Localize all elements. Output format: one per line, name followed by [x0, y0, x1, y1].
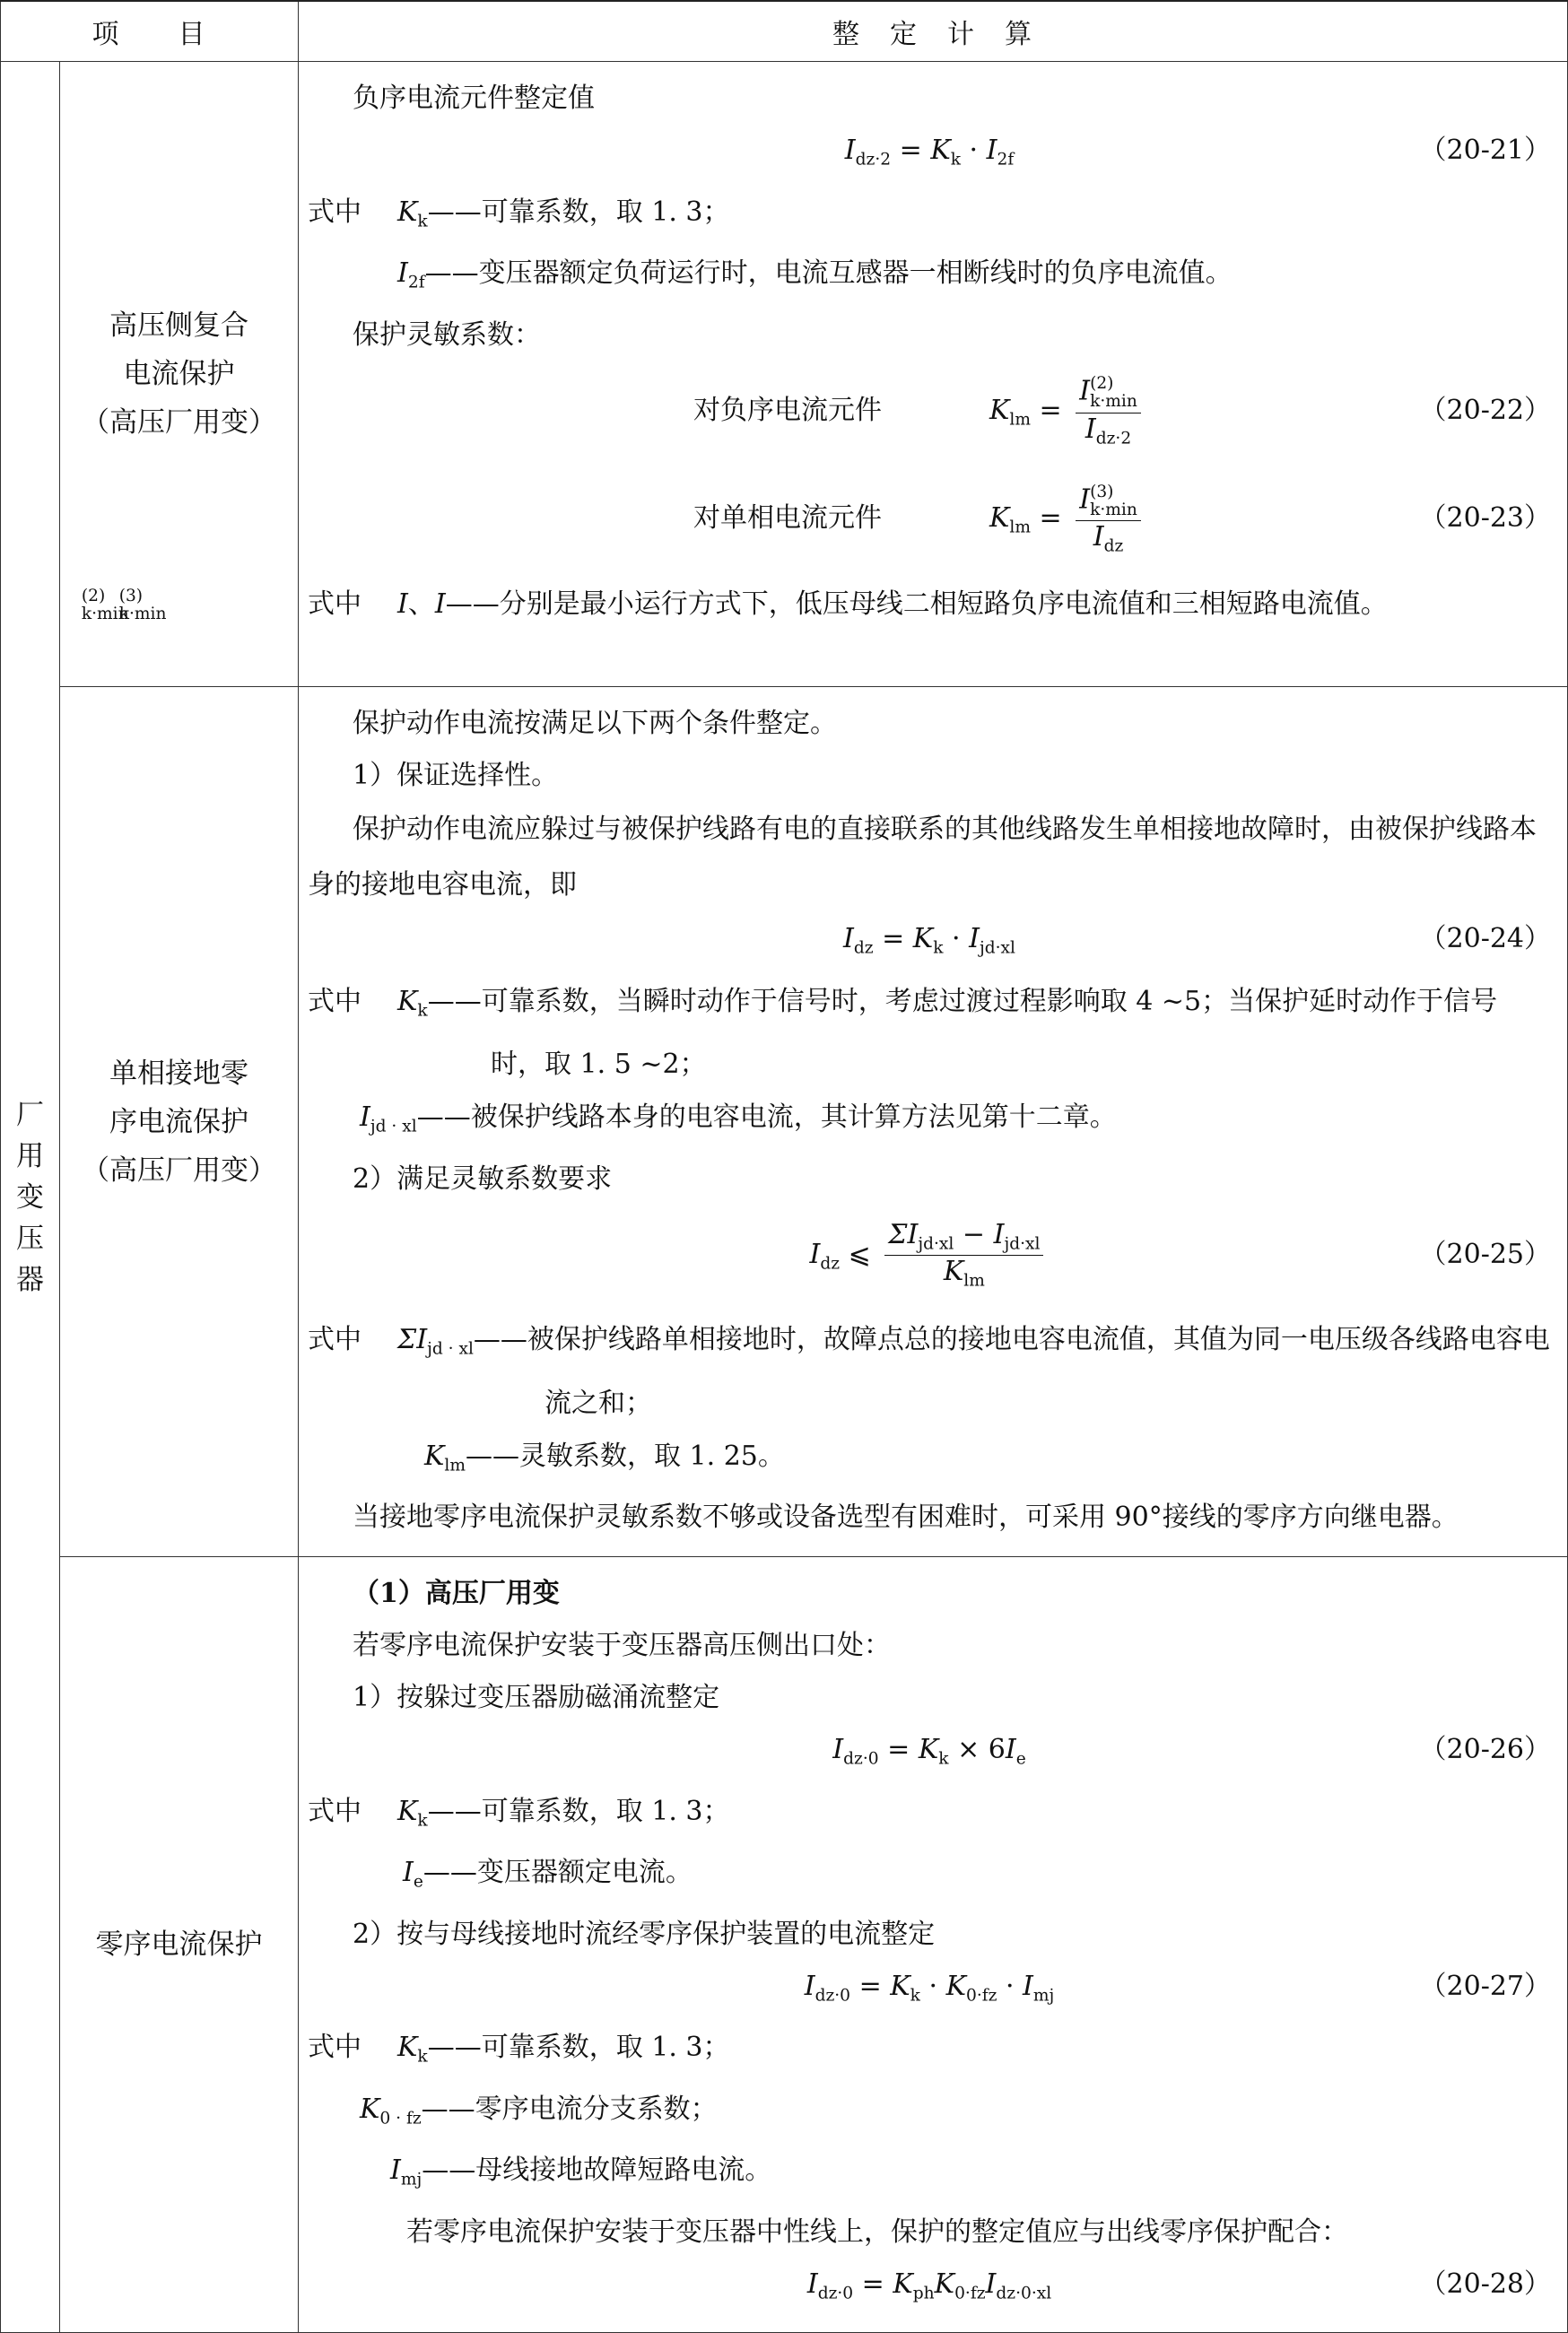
text: I [1079, 483, 1091, 516]
definition-lead: 式中 [308, 985, 362, 1017]
denominator [940, 1256, 989, 1290]
superscript: (3) [1090, 482, 1114, 501]
subscript: lm [444, 1456, 466, 1475]
definition [308, 1431, 1551, 1493]
equation [308, 1724, 1551, 1786]
equation-number: （20-25） [1419, 1238, 1551, 1270]
text: I [993, 1218, 1005, 1250]
text: ——分别是最小运行方式下，低压母线二相短路负序电流值和三相短路电流值。 [445, 588, 1388, 620]
text: 若零序电流保护安装于变压器高压侧出口处： [353, 1630, 891, 1661]
subscript: 2f [407, 273, 425, 292]
group-label-char: 用 [16, 1139, 44, 1172]
subscript: lm [963, 1271, 985, 1291]
item-label [60, 1557, 299, 2333]
subscript: k [417, 2047, 428, 2067]
equation-number: （20-23） [1419, 502, 1551, 534]
equation-number: （20-26） [1419, 1734, 1551, 1765]
text: · [961, 135, 987, 166]
text: ——被保护线路单相接地时，故障点总的接地电容电流值，其值为同一电压级各线路电容电流之和； [473, 1324, 1550, 1419]
item-label-line: 单相接地零 [109, 1057, 248, 1090]
header-calc: 整 定 计 算 [299, 1, 1568, 62]
fraction [884, 1218, 1043, 1291]
text: = [878, 1734, 919, 1765]
text: 1）保证选择性。 [353, 760, 559, 791]
subscript: k [910, 1986, 920, 2005]
text: I [806, 2268, 818, 2300]
text: I [809, 1238, 821, 1270]
group-label-char: 压 [16, 1222, 44, 1255]
subscript: e [413, 1872, 423, 1892]
text: ——可靠系数，取 1. 3； [427, 2032, 730, 2063]
text: K [918, 1734, 939, 1765]
text: K [912, 923, 934, 954]
text: 当接地零序电流保护灵敏系数不够或设备选型有困难时，可采用 90°接线的零序方向继电器。 [353, 1502, 1459, 1533]
equation-number: （20-24） [1419, 923, 1551, 954]
header-item: 项 目 [1, 1, 299, 62]
definition [308, 2145, 1551, 2207]
equation-number: （20-22） [1419, 394, 1551, 426]
subscript: lm [1009, 410, 1031, 429]
paragraph [308, 1568, 1551, 1620]
text: = [891, 135, 931, 166]
text: K [943, 1256, 964, 1287]
text: 若零序电流保护安装于变压器中性线上，保护的整定值应与出线零序保护配合： [406, 2215, 1348, 2248]
item-label-line: 高压侧复合 [109, 309, 248, 342]
text: · [919, 1970, 946, 2002]
subscript: k [417, 212, 428, 231]
text: 2）满足灵敏系数要求 [353, 1162, 613, 1195]
subscript: 0 · fz [379, 2109, 422, 2128]
text: = [1031, 502, 1071, 534]
text: K [397, 2032, 418, 2063]
subscript: ph [912, 2284, 935, 2303]
subscript: dz [1103, 536, 1124, 556]
text: ——母线接地故障短路电流。 [422, 2155, 772, 2186]
paragraph [308, 309, 1551, 361]
text: ΣI [397, 1324, 428, 1355]
paragraph [308, 1153, 1551, 1206]
subscript: 0·fz [954, 2284, 986, 2303]
text: K [893, 2268, 913, 2300]
paragraph [308, 1672, 1551, 1724]
definition-lead: 式中 [308, 2032, 362, 2063]
item-label-line: 电流保护 [123, 358, 235, 390]
table-row [1, 687, 1568, 1557]
text: I [843, 923, 854, 954]
text: ——零序电流分支系数； [421, 2093, 718, 2125]
subscript: k·min [1090, 500, 1137, 519]
subscript: jd·xl [979, 938, 1015, 958]
numerator [1076, 375, 1141, 413]
paragraph [308, 1909, 1551, 1961]
subscript: 0·fz [965, 1986, 997, 2005]
table-header-row [1, 1, 1568, 62]
subscript: 2f [997, 150, 1015, 170]
text: ——被保护线路本身的电容电流，其计算方法见第十二章。 [416, 1101, 1117, 1133]
text: I [403, 1857, 414, 1888]
paragraph [308, 2207, 1551, 2259]
definition [308, 1092, 1551, 1153]
text: 保护动作电流应躲过与被保护线路有电的直接联系的其他线路发生单相接地故障时，由被保护线路本身的接地电容电流，即 [308, 814, 1537, 901]
subscript: k [950, 150, 962, 170]
group-label-char: 厂 [16, 1098, 44, 1131]
subscript: dz·0·xl [996, 2284, 1052, 2303]
subscript: lm [1009, 518, 1031, 537]
definition [308, 2022, 1551, 2084]
text: ——可靠系数，取 1. 3； [427, 196, 730, 228]
item-label-line: 零序电流保护 [95, 1928, 263, 1961]
equation [308, 2259, 1551, 2320]
text: = [853, 2268, 893, 2300]
text: 负序电流元件整定值 [353, 83, 595, 114]
paragraph [308, 802, 1551, 913]
definition [308, 1786, 1551, 1848]
equation [308, 469, 1551, 578]
equation-label: 对负序电流元件 [693, 394, 882, 426]
paragraph [308, 1620, 1551, 1672]
text: ΣI [888, 1218, 919, 1250]
superscript: (2) [1090, 374, 1114, 394]
text: ——变压器额定负荷运行时，电流互感器一相断线时的负序电流值。 [424, 257, 1233, 289]
text: ——可靠系数，当瞬时动作于信号时，考虑过渡过程影响取 4 ~5；当保护延时动作于信号时，取 1. 5 ~2； [427, 985, 1498, 1080]
text: I [397, 588, 408, 620]
subscript: k·min [1090, 392, 1137, 411]
item-label-line: （高压厂用变） [82, 1153, 276, 1187]
definition [308, 1313, 1551, 1431]
calc-content [299, 1557, 1568, 2333]
denominator [1082, 413, 1135, 448]
text: ⩽ [840, 1238, 880, 1270]
equation [308, 913, 1551, 975]
text: I [985, 2268, 997, 2300]
text: 保护灵敏系数： [353, 318, 541, 351]
text: · [943, 923, 970, 954]
subscript: jd · xl [427, 1339, 474, 1359]
text: ——变压器额定电流。 [422, 1857, 693, 1888]
text: ——可靠系数，取 1. 3； [427, 1795, 730, 1827]
subscript: mj [1032, 1986, 1055, 2005]
equation-number: （20-28） [1419, 2268, 1551, 2300]
text: I [1023, 1970, 1033, 2002]
item-label [60, 687, 299, 1557]
text: 2）按与母线接地时流经零序保护装置的电流整定 [353, 1918, 936, 1950]
subscript: dz·2 [1095, 429, 1132, 448]
text: = [850, 1970, 891, 2002]
subscript: k [417, 1811, 428, 1830]
paragraph [308, 1492, 1551, 1544]
definition [308, 187, 1551, 248]
text: 保护动作电流按满足以下两个条件整定。 [353, 708, 837, 739]
supsub [1090, 375, 1137, 410]
text: K [989, 502, 1010, 534]
paragraph [308, 698, 1551, 750]
text: I [360, 1101, 370, 1133]
text: = [1031, 394, 1071, 426]
equation [308, 1961, 1551, 2023]
paragraph [308, 73, 1551, 125]
text: I [969, 923, 980, 954]
subscript: jd · xl [370, 1117, 417, 1136]
definition [308, 1847, 1551, 1909]
numerator [884, 1218, 1043, 1256]
table-row [1, 62, 1568, 687]
text: I [397, 257, 408, 289]
fraction [1076, 483, 1141, 555]
definition-lead: 式中 [308, 1795, 362, 1827]
definition [308, 2084, 1551, 2146]
text: K [890, 1970, 910, 2002]
subscript: dz·0 [814, 1986, 851, 2005]
supsub [1090, 483, 1137, 518]
equation-number: （20-27） [1419, 1970, 1551, 2002]
definition-lead: 式中 [308, 196, 362, 228]
group-label [1, 62, 60, 2333]
text: 1）按躲过变压器励磁涌流整定 [353, 1682, 720, 1713]
denominator [1090, 521, 1128, 555]
text: K [934, 2268, 955, 2300]
text: I [832, 1734, 844, 1765]
text: K [945, 1970, 966, 2002]
numerator [1076, 483, 1141, 521]
subscript: k [417, 1001, 428, 1020]
text: · [997, 1970, 1024, 2002]
paragraph [308, 750, 1551, 802]
text: K [989, 394, 1010, 426]
text: − [954, 1218, 994, 1250]
subscript: jd·xl [1004, 1234, 1041, 1254]
group-label-char: 器 [16, 1263, 44, 1296]
text: I [844, 135, 856, 166]
text: I [1005, 1734, 1016, 1765]
subscript: e [1015, 1749, 1026, 1769]
text: K [360, 2093, 380, 2125]
calc-content [299, 687, 1568, 1557]
equation [308, 1206, 1551, 1314]
item-label-line: （高压厂用变） [82, 406, 276, 439]
text: I [1093, 521, 1104, 553]
equation [308, 361, 1551, 470]
subscript: dz·2 [855, 150, 892, 170]
item-label-line: 序电流保护 [109, 1105, 248, 1138]
fraction [1076, 375, 1141, 447]
subscript: dz [820, 1254, 841, 1273]
definition: 式中 I (2) k·min 、I (3) k·min ——分别是最小运行方式下，低压母线二相短路负序电流值和三相短路电流值。 [308, 578, 1551, 631]
definition-lead: 式中 [308, 1324, 362, 1355]
text: I [1085, 413, 1096, 445]
definition [308, 975, 1551, 1093]
text: I [986, 135, 997, 166]
text: ——灵敏系数，取 1. 25。 [466, 1440, 785, 1472]
subscript: dz·0 [843, 1749, 879, 1769]
text: K [397, 196, 418, 228]
table-row [1, 1557, 1568, 2333]
subscript: mj [400, 2170, 422, 2189]
text: K [424, 1440, 445, 1472]
definition [308, 248, 1551, 309]
text: I [390, 2155, 401, 2186]
text: × 6 [948, 1734, 1006, 1765]
definition-lead: 式中 [308, 588, 362, 620]
equation-number: （20-21） [1419, 135, 1551, 166]
equation-label: 对单相电流元件 [693, 502, 882, 534]
subscript: k [933, 938, 944, 958]
text: I [804, 1970, 815, 2002]
subscript: k [938, 1749, 949, 1769]
subscript: dz [853, 938, 874, 958]
text: I [434, 588, 446, 620]
subscript: dz·0 [817, 2284, 854, 2303]
text: （1）高压厂用变 [353, 1578, 560, 1609]
group-label-char: 变 [16, 1180, 44, 1214]
text: = [873, 923, 913, 954]
text: K [930, 135, 951, 166]
text: K [397, 985, 418, 1017]
text: I [1079, 376, 1091, 407]
subscript: jd·xl [918, 1234, 954, 1254]
text: 、 [407, 588, 435, 620]
equation [308, 125, 1551, 187]
text: K [397, 1795, 418, 1827]
